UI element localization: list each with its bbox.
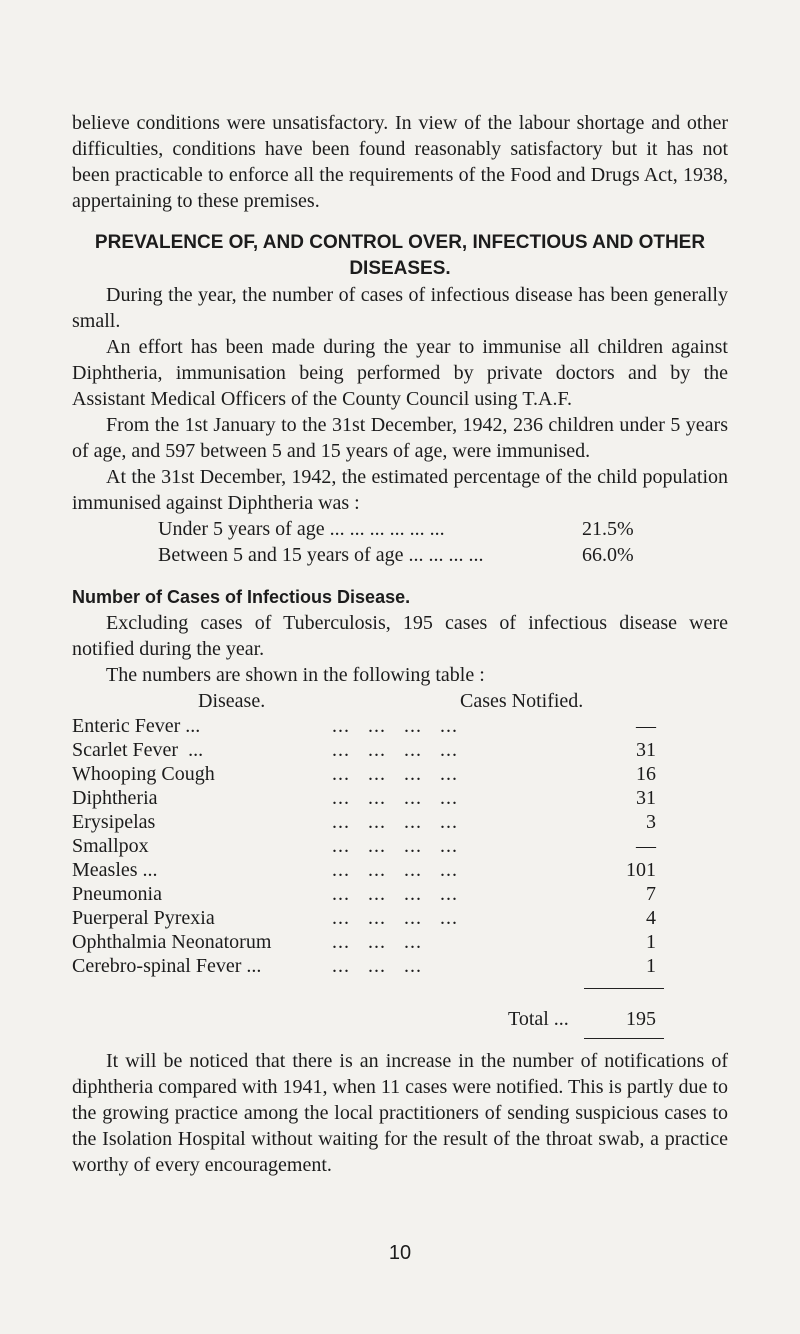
percentage-value: 66.0%	[582, 544, 634, 566]
paragraph-immunise-effort: An effort has been made during the year to immunise all children against Diphtheria, immunisation being performed by private doctors and by the Assistant Medical Officers of the County Council using T.A.F.	[72, 336, 728, 410]
leader-dots: ... ... ...	[332, 955, 422, 977]
leader-dots: ... ... ... ...	[332, 835, 458, 857]
disease-name: Erysipelas	[72, 811, 156, 833]
cases-value: —	[636, 715, 656, 737]
paragraph-percentage-intro: At the 31st December, 1942, the estimated percentage of the child population immunised against Diphtheria was :	[72, 466, 728, 514]
paragraph-immunised-counts: From the 1st January to the 31st December, 1942, 236 children under 5 years of age, and 597 between 5 and 15 years of age, were immunised.	[72, 414, 728, 462]
leader-dots: ... ... ... ...	[332, 883, 458, 905]
cases-value: —	[636, 835, 656, 857]
total-rule-top	[584, 988, 664, 989]
disease-name: Pneumonia	[72, 883, 162, 905]
cases-value: 1	[646, 931, 656, 953]
paragraph-diphtheria-increase: It will be noticed that there is an increase in the number of notifications of diphtheria compared with 1941, when 11 cases were notified. This is partly due to the growing practice among the local practitioners of sending suspicious cases to the Isolation Hospital without waiting for the result of the throat swab, a practice worthy of every encouragement.	[72, 1050, 728, 1176]
paragraph-food-drugs: believe conditions were unsatisfactory. In view of the labour shortage and other difficulties, conditions have been found reasonably satisfactory but it has not been practicable to enforce all the requirements of the Food and Drugs Act, 1938, appertaining to these premises.	[72, 112, 728, 212]
disease-name: Diphtheria	[72, 787, 158, 809]
table-row	[72, 930, 728, 954]
disease-name: Puerperal Pyrexia	[72, 907, 215, 929]
table-row	[72, 954, 728, 978]
table-row	[72, 810, 728, 834]
total-value: 195	[626, 1008, 656, 1030]
paragraph-excluding-tb: Excluding cases of Tuberculosis, 195 cases of infectious disease were notified during the year.	[72, 612, 728, 660]
cases-value: 4	[646, 907, 656, 929]
total-row	[72, 1006, 728, 1032]
disease-name: Cerebro-spinal Fever ...	[72, 955, 262, 977]
document-page	[72, 110, 728, 1178]
cases-value: 7	[646, 883, 656, 905]
disease-name: Smallpox	[72, 835, 149, 857]
leader-dots: ... ... ... ...	[332, 787, 458, 809]
table-row	[72, 762, 728, 786]
table-header	[72, 688, 728, 714]
table-row	[72, 834, 728, 858]
cases-value: 31	[636, 739, 656, 761]
percentage-label: Between 5 and 15 years of age ... ... ... ...	[158, 544, 484, 566]
column-header-disease: Disease.	[198, 690, 266, 712]
cases-value: 16	[636, 763, 656, 785]
table-row	[72, 738, 728, 762]
cases-value: 31	[636, 787, 656, 809]
percentage-label: Under 5 years of age ... ... ... ... ... ...	[158, 518, 445, 540]
percentage-row-5-to-15	[72, 542, 728, 568]
cases-value: 1	[646, 955, 656, 977]
rule-container	[72, 978, 728, 994]
disease-name: Scarlet Fever ...	[72, 739, 204, 761]
table-row	[72, 906, 728, 930]
total-label: Total ...	[508, 1008, 569, 1030]
disease-name: Enteric Fever ...	[72, 715, 201, 737]
percentage-value: 21.5%	[582, 518, 634, 540]
percentage-row-under-5	[72, 516, 728, 542]
total-rule-bottom	[584, 1038, 664, 1039]
paragraph-cases-small: During the year, the number of cases of infectious disease has been generally small.	[72, 284, 728, 332]
disease-name: Ophthalmia Neonatorum	[72, 931, 272, 953]
page-number: 10	[388, 1242, 412, 1264]
leader-dots: ... ... ... ...	[332, 739, 458, 761]
leader-dots: ... ... ...	[332, 931, 422, 953]
disease-name: Measles ...	[72, 859, 158, 881]
table-row	[72, 882, 728, 906]
section-heading: PREVALENCE OF, AND CONTROL OVER, INFECTIOUS AND OTHER DISEASES.	[94, 232, 706, 279]
leader-dots: ... ... ... ...	[332, 763, 458, 785]
disease-table	[72, 688, 728, 1048]
leader-dots: ... ... ... ...	[332, 907, 458, 929]
leader-dots: ... ... ... ...	[332, 811, 458, 833]
cases-value: 3	[646, 811, 656, 833]
subheading-cases: Number of Cases of Infectious Disease.	[72, 587, 411, 607]
table-row	[72, 858, 728, 882]
leader-dots: ... ... ... ...	[332, 715, 458, 737]
table-row	[72, 786, 728, 810]
table-row	[72, 714, 728, 738]
column-header-cases: Cases Notified.	[460, 690, 584, 712]
leader-dots: ... ... ... ...	[332, 859, 458, 881]
disease-name: Whooping Cough	[72, 763, 215, 785]
rule-container	[72, 1032, 728, 1048]
cases-value: 101	[626, 859, 656, 881]
paragraph-table-intro: The numbers are shown in the following table :	[106, 664, 485, 686]
